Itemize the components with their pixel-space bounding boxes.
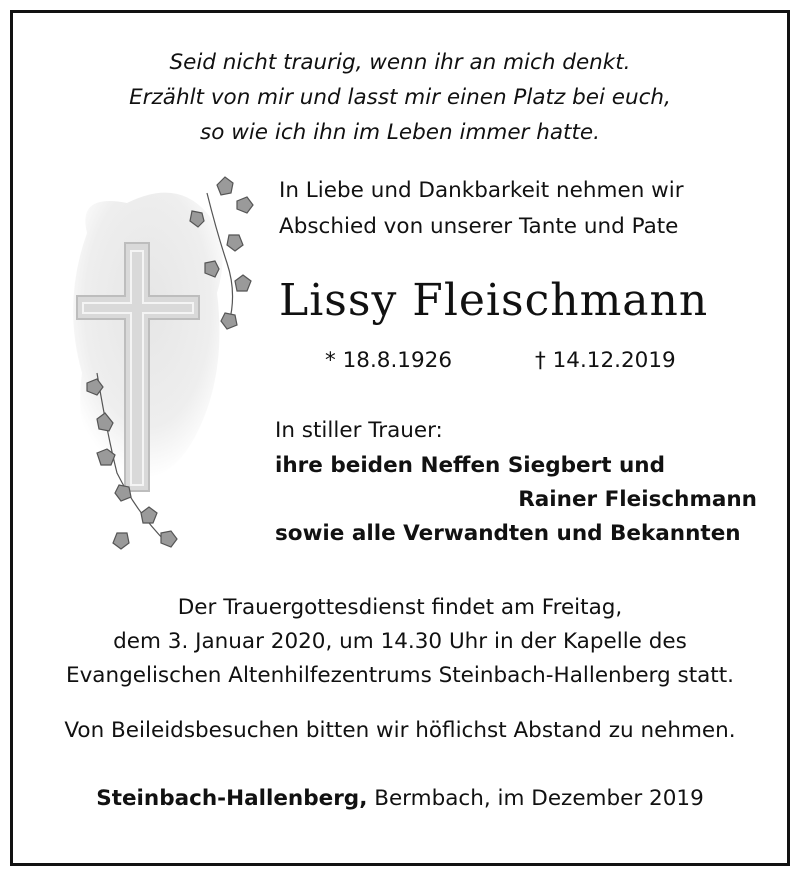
- service-line-3: Evangelischen Altenhilfezentrums Steinbach-Hallenberg statt.: [65, 663, 734, 688]
- footer-rest: Bermbach, im Dezember 2019: [367, 786, 704, 811]
- intro-line-2: Abschied von unserer Tante und Pate: [279, 214, 679, 239]
- cross-icon: [57, 173, 267, 573]
- service-line-2: dem 3. Januar 2020, um 14.30 Uhr in der Kapelle des: [113, 629, 687, 654]
- footer-place: Steinbach-Hallenberg,: [96, 786, 368, 811]
- footer-line: [13, 786, 787, 811]
- quote-line-3: so wie ich ihn im Leben immer hatte.: [200, 120, 600, 145]
- death-date: † 14.12.2019: [535, 348, 676, 373]
- obituary-notice: [10, 10, 790, 866]
- service-line-1: Der Trauergottesdienst findet am Freitag,: [177, 595, 623, 620]
- cross-decoration: [57, 173, 267, 573]
- mourners-line-1: ihre beiden Neffen Siegbert und: [275, 453, 665, 478]
- deceased-name: Lissy Fleischmann: [279, 275, 709, 326]
- mourners-line-2: Rainer Fleischmann: [518, 487, 757, 512]
- mourners-line-3: sowie alle Verwandten und Bekannten: [275, 521, 741, 546]
- mourners-label: In stiller Trauer:: [275, 418, 443, 443]
- quote-line-1: Seid nicht traurig, wenn ihr an mich denkt.: [169, 50, 631, 75]
- condolence-request: Von Beileidsbesuchen bitten wir höflichst Abstand zu nehmen.: [64, 718, 736, 743]
- birth-date: * 18.8.1926: [325, 348, 453, 373]
- quote-line-2: Erzählt von mir und lasst mir einen Platz bei euch,: [129, 85, 671, 110]
- intro-line-1: In Liebe und Dankbarkeit nehmen wir: [279, 178, 684, 203]
